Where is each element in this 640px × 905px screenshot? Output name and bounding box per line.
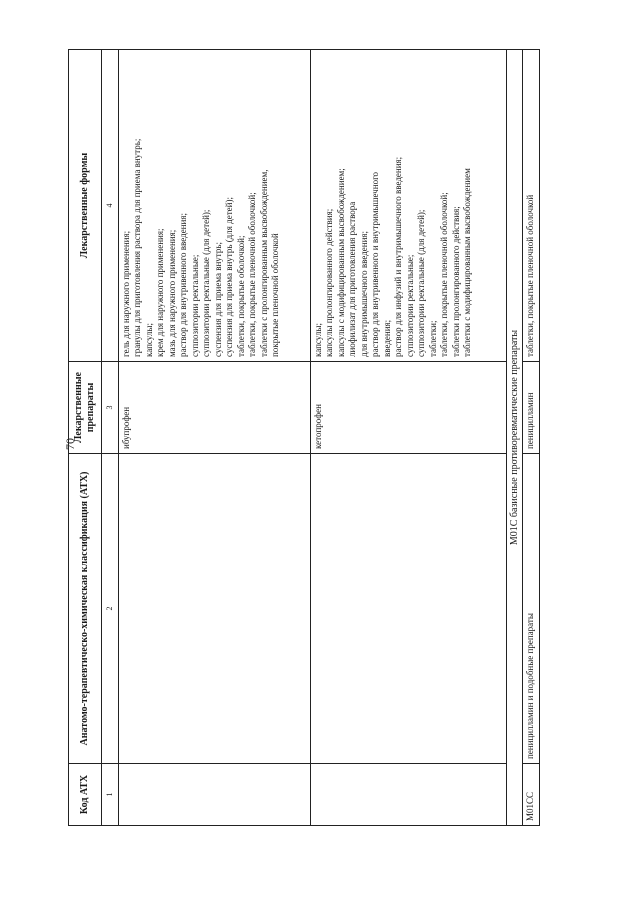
- form-item: введения;: [381, 319, 392, 357]
- form-item: суспензия для приема внутрь;: [212, 242, 223, 357]
- header-forms: Лекарственные формы: [69, 50, 102, 362]
- form-item: раствор для инфузий и внутримышечного введения;: [393, 156, 403, 357]
- code-cell: [310, 764, 506, 826]
- page-number: 70: [63, 438, 77, 450]
- column-number: 4: [102, 50, 119, 362]
- column-number-row: [102, 50, 119, 826]
- form-item: суппозитории ректальные (для детей);: [201, 209, 211, 357]
- forms-list: [310, 50, 506, 362]
- form-item: гранулы для приготовления раствора для приема внутрь;: [132, 138, 142, 357]
- form-item: таблетки;: [427, 320, 438, 357]
- table-row: [523, 50, 540, 826]
- code-cell: [118, 764, 310, 826]
- form-item: раствор для внутривенного и внутримышечного: [370, 171, 380, 357]
- drug-name: кетопрофен: [310, 362, 506, 454]
- form-item: таблетки, покрытые пленочной оболочкой;: [247, 192, 257, 357]
- form-item: суппозитории ректальные;: [404, 254, 415, 357]
- form-item: мазь для наружного применения;: [166, 229, 177, 357]
- header-classification: Анатомо-терапевтическо-химическая классификация (АТХ): [69, 454, 102, 764]
- form-item: гель для наружного применения;: [120, 230, 131, 357]
- section-row: [506, 50, 523, 826]
- form-item: суспензия для приема внутрь (для детей);: [224, 197, 234, 357]
- atx-table: [68, 49, 540, 826]
- section-title: M01C базисные противоревматические препараты: [506, 50, 523, 826]
- form-item: капсулы;: [143, 323, 154, 357]
- column-number: 3: [102, 362, 119, 454]
- drug-name: ибупрофен: [118, 362, 310, 454]
- form-item: раствор для внутривенного введения;: [178, 213, 188, 357]
- form-item: покрытые пленочной оболочкой: [270, 233, 280, 357]
- form-item: таблетки, покрытые пленочной оболочкой: [523, 50, 540, 362]
- form-item: таблетки пролонгированного действия;: [450, 206, 461, 357]
- table-row: [310, 50, 506, 826]
- forms-list: [118, 50, 310, 362]
- form-item: таблетки с пролонгированным высвобождением,: [258, 169, 269, 357]
- rotated-page-content: [68, 50, 564, 826]
- form-item: таблетки, покрытые пленочной оболочкой;: [439, 192, 449, 357]
- form-item: капсулы пролонгированного действия;: [324, 208, 334, 357]
- drug-name: пеницилламин: [523, 362, 540, 454]
- classification-cell: [310, 454, 506, 764]
- header-drugs: Лекарственные препараты: [69, 362, 102, 454]
- form-item: капсулы;: [312, 323, 323, 357]
- form-item: лиофилизат для приготовления раствора: [347, 201, 357, 357]
- header-code: Код АТХ: [69, 764, 102, 826]
- form-item: капсулы с модифицированным высвобождением;: [335, 168, 346, 357]
- column-number: 1: [102, 764, 119, 826]
- table-header-row: [69, 50, 102, 826]
- form-item: суппозитории ректальные (для детей);: [416, 209, 426, 357]
- table-row: [118, 50, 310, 826]
- form-item: крем для наружного применения;: [155, 228, 165, 357]
- classification-cell: пеницилламин и подобные препараты: [523, 454, 540, 764]
- code-cell: M01CC: [523, 764, 540, 826]
- form-item: для внутримышечного введения;: [358, 230, 369, 357]
- classification-cell: [118, 454, 310, 764]
- form-item: таблетки с модифицированным высвобождением: [462, 168, 472, 357]
- column-number: 2: [102, 454, 119, 764]
- form-item: суппозитории ректальные;: [189, 254, 200, 357]
- form-item: таблетки, покрытые оболочкой;: [235, 235, 246, 357]
